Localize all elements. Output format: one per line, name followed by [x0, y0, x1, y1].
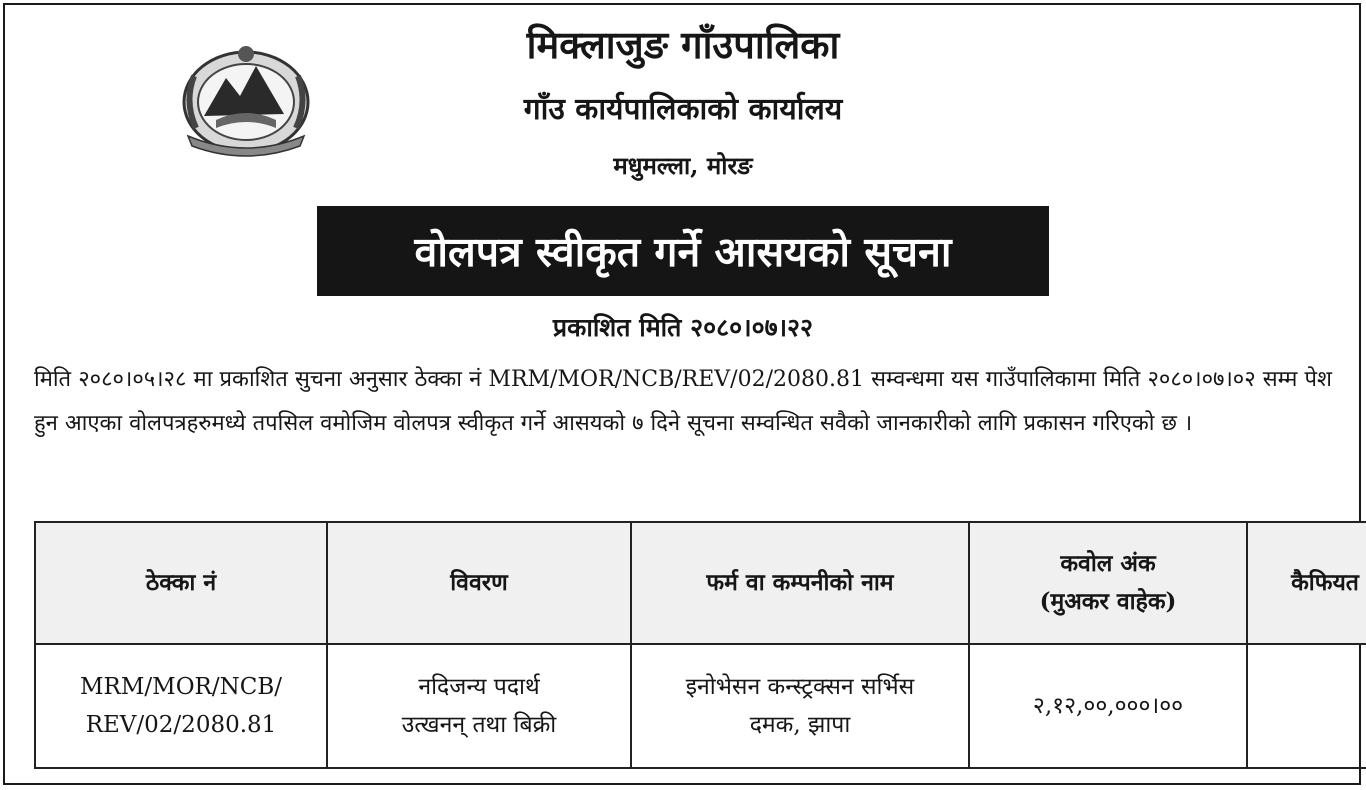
firm-line2: दमक, झापा: [749, 712, 851, 738]
contract-no-line2: REV/02/2080.81: [85, 712, 277, 738]
description-line2: उत्खनन् तथा बिक्री: [401, 712, 557, 738]
contract-no-line1: MRM/MOR/NCB/: [79, 674, 282, 700]
header-bid-amount-line2: (मुअकर वाहेक): [1039, 588, 1177, 615]
notice-body: मिति २०८०।०५।२८ मा प्रकाशित सुचना अनुसार ठेक्का नं MRM/MOR/NCB/REV/02/2080.81 सम्वन्धमा यस गाउँपालिकामा मिति २०८०।०७।०२ सम्म पेश हुन आएका वोलपत्रहरुमध्ये तपसिल वमोजिम वोलपत्र स्वीकृत गर्ने आसयको ७ दिने सूचना सम्वन्धित सवैको जानकारीको लागि प्रकासन गरिएको छ ।: [34, 367, 1332, 436]
header-contract-no: ठेक्का नं: [35, 522, 327, 644]
description-line1: नदिजन्य पदार्थ: [418, 674, 540, 700]
cell-remarks: [1247, 644, 1366, 768]
notice-title-banner: [317, 206, 1049, 296]
firm-line1: इनोभेसन कन्स्ट्रक्सन सर्भिस: [685, 674, 915, 700]
cell-contract-no: [35, 644, 327, 768]
cell-description: [327, 644, 631, 768]
office-name: गाँउ कार्यपालिकाको कार्यालय: [523, 92, 843, 127]
published-date: प्रकाशित मिति २०८०।०७।२२: [552, 313, 814, 342]
office-address: मधुमल्ला, मोरङ: [613, 151, 753, 180]
header-remarks: कैफियत: [1247, 522, 1366, 644]
table-row: [35, 644, 1366, 768]
cell-bid-amount: २,१२,००,०००।००: [969, 644, 1247, 768]
header-bid-amount: [969, 522, 1247, 644]
header-firm-name: फर्म वा कम्पनीको नाम: [631, 522, 969, 644]
header-description: विवरण: [327, 522, 631, 644]
cell-firm-name: [631, 644, 969, 768]
notice-title: वोलपत्र स्वीकृत गर्ने आसयको सूचना: [414, 228, 952, 276]
bid-table: [34, 521, 1366, 769]
municipality-name: मिक्लाजुङ गाँउपालिका: [526, 22, 840, 67]
table-header-row: [35, 522, 1366, 644]
header-bid-amount-line1: कवोल अंक: [1060, 550, 1156, 577]
